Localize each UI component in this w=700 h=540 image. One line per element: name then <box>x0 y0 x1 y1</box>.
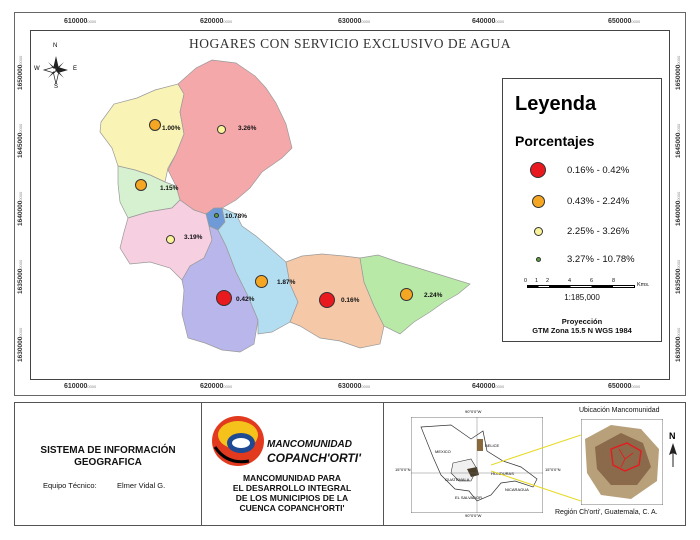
inset-north-label: N <box>669 431 676 441</box>
compass-s: S <box>54 84 59 90</box>
symbol-municipality-1 <box>149 119 161 131</box>
inset-coord: 90°0'0"W <box>465 513 482 518</box>
scale-tick: 1 <box>535 278 539 284</box>
scale-bar <box>527 285 635 288</box>
x-tick-bottom: 6500000000 <box>608 383 641 390</box>
legend-label-1: 0.16% - 0.42% <box>567 165 630 176</box>
pct-label-1: 1.00% <box>162 125 181 132</box>
legend-label-4: 3.27% - 10.78% <box>567 254 635 265</box>
legend-box <box>502 78 662 342</box>
compass-e: E <box>73 66 78 72</box>
region-municipality-2[interactable] <box>168 60 292 214</box>
scale-tick: 8 <box>612 278 616 284</box>
x-tick-top: 6400000000 <box>472 18 505 25</box>
pct-label-8: 0.16% <box>341 297 360 304</box>
y-tick-left: 16350000000 <box>17 259 24 294</box>
symbol-municipality-6 <box>216 290 232 306</box>
legend-symbol-4 <box>536 257 541 262</box>
scale-ratio: 1:185,000 <box>564 293 600 302</box>
y-tick-right: 16300000000 <box>675 327 682 362</box>
legend-title: Leyenda <box>515 93 597 115</box>
y-tick-left: 16300000000 <box>17 327 24 362</box>
compass-w: W <box>34 66 40 72</box>
symbol-municipality-2 <box>217 125 226 134</box>
chorti-region-map <box>581 419 663 505</box>
north-arrow-icon <box>668 443 678 467</box>
y-tick-left: 16400000000 <box>17 191 24 226</box>
projection-title: Proyección <box>561 317 603 326</box>
map-title: HOGARES CON SERVICIO EXCLUSIVO DE AGUA <box>188 36 512 51</box>
symbol-municipality-8 <box>319 292 335 308</box>
projection-text: GTM Zona 15.5 N WGS 1984 <box>532 326 632 335</box>
org-name: MANCOMUNIDAD PARA EL DESARROLLO INTEGRAL DE LOS MUNICIPIOS DE LA CUENCA COPANCH'ORTI' <box>232 473 352 513</box>
x-tick-bottom: 6200000000 <box>200 383 233 390</box>
pct-label-4: 10.78% <box>225 213 248 220</box>
y-tick-right: 16500000000 <box>675 55 682 90</box>
pct-label-9: 2.24% <box>424 292 443 299</box>
x-tick-top: 6500000000 <box>608 18 641 25</box>
equipo-label: Equipo Técnico: <box>43 481 97 490</box>
y-tick-left: 16450000000 <box>17 123 24 158</box>
x-tick-bottom: 6400000000 <box>472 383 505 390</box>
pct-label-2: 3.26% <box>238 125 257 132</box>
x-tick-bottom: 6100000000 <box>64 383 97 390</box>
x-tick-top: 6300000000 <box>338 18 371 25</box>
y-tick-right: 16350000000 <box>675 259 682 294</box>
symbol-municipality-3 <box>135 179 147 191</box>
legend-label-3: 2.25% - 3.26% <box>567 226 630 237</box>
legend-symbol-3 <box>534 227 543 236</box>
scale-unit: Kms. <box>637 282 650 288</box>
x-tick-top: 6100000000 <box>64 18 97 25</box>
inset-label-nicaragua: NICARAGUA <box>505 487 529 492</box>
inset-label-belice: BELICE <box>485 443 500 448</box>
pct-label-3: 1.15% <box>160 185 179 192</box>
y-tick-left: 16500000000 <box>17 55 24 90</box>
scale-tick: 2 <box>546 278 550 284</box>
inset-label-honduras: HONDURAS <box>491 471 514 476</box>
x-tick-bottom: 6300000000 <box>338 383 371 390</box>
legend-label-2: 0.43% - 2.24% <box>567 196 630 207</box>
pct-label-5: 3.19% <box>184 234 203 241</box>
scale-tick: 6 <box>590 278 594 284</box>
x-tick-top: 6200000000 <box>200 18 233 25</box>
footer-divider <box>383 403 384 525</box>
legend-symbol-2 <box>532 195 545 208</box>
equipo-name: Elmer Vidal G. <box>117 481 166 490</box>
inset-coord: 15°0'0"N <box>395 467 411 472</box>
location-caption: Región Ch'orti', Guatemala, C. A. <box>555 509 658 516</box>
legend-symbol-1 <box>530 162 546 178</box>
logo-text-2: COPANCH'ORTI' <box>267 451 361 465</box>
inset-connector-lines <box>491 427 581 507</box>
footer-panel <box>14 402 686 526</box>
compass-n: N <box>53 43 58 49</box>
location-title: Ubicación Mancomunidad <box>579 407 660 414</box>
mancomunidad-logo-icon <box>209 413 267 469</box>
location-inset <box>395 407 679 523</box>
inset-label-el-salvador: EL SALVADOR <box>455 495 483 500</box>
legend-subtitle: Porcentajes <box>515 133 595 149</box>
sistema-title: SISTEMA DE INFORMACIÓN GEOGRAFICA <box>40 445 176 468</box>
symbol-municipality-4 <box>214 213 219 218</box>
pct-label-6: 0.42% <box>236 296 255 303</box>
inset-label-mexico: MEXICO <box>435 449 451 454</box>
symbol-municipality-9 <box>400 288 413 301</box>
y-tick-right: 16400000000 <box>675 191 682 226</box>
logo-text-1: MANCOMUNIDAD <box>267 439 352 450</box>
y-tick-right: 16450000000 <box>675 123 682 158</box>
scale-tick: 4 <box>568 278 572 284</box>
symbol-municipality-5 <box>166 235 175 244</box>
inset-coord: 15°0'0"N <box>545 467 561 472</box>
inset-coord: 90°0'0"W <box>465 409 482 414</box>
symbol-municipality-7 <box>255 275 268 288</box>
pct-label-7: 1.87% <box>277 279 296 286</box>
inset-label-guatemala: GUATEMALA <box>445 477 470 482</box>
scale-tick: 0 <box>524 278 528 284</box>
